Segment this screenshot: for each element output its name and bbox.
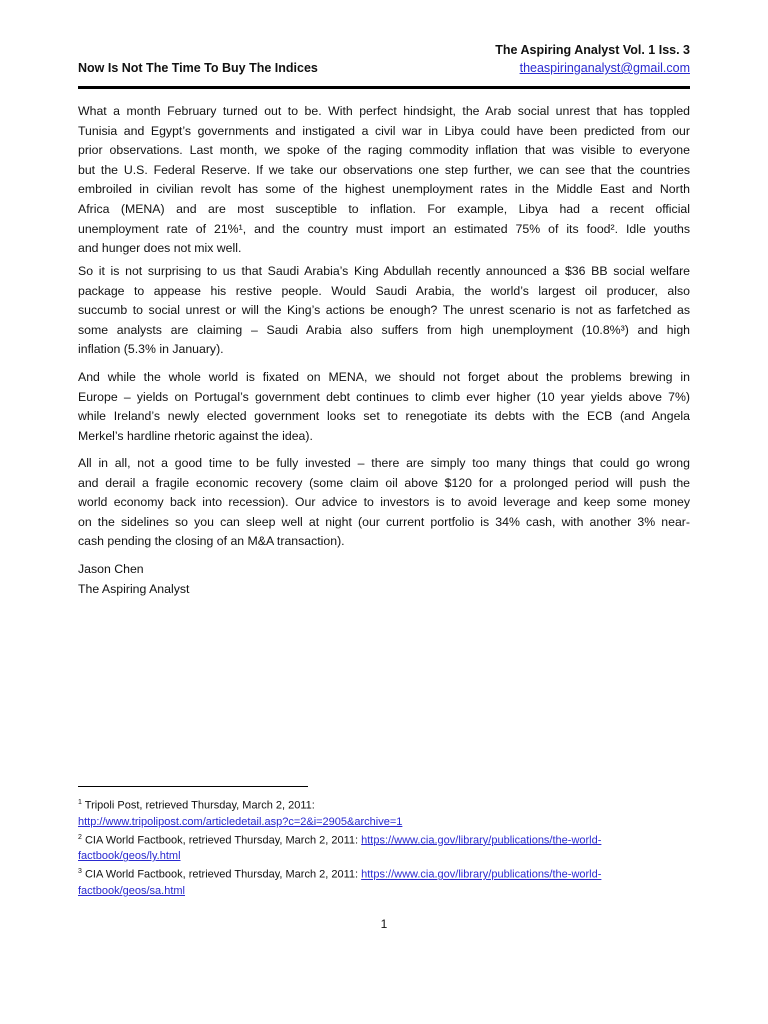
paragraph-line: prior observations. Last month, we spoke of the raging commodity inflation that was visible to everyone xyxy=(78,143,690,158)
author-name: Jason Chen xyxy=(78,562,144,576)
paragraph-line: Merkel’s hardline rhetoric against the idea). xyxy=(78,428,313,443)
email-link[interactable]: theaspiringanalyst@gmail.com xyxy=(519,61,690,75)
footnote-2 xyxy=(78,830,690,849)
paragraph-line: All in all, not a good time to be fully invested – there are simply too many things that could go wrong xyxy=(78,456,690,470)
author-org: The Aspiring Analyst xyxy=(78,582,190,596)
footnote-link[interactable]: http://www.tripolipost.com/articledetail.asp?c=2&i=2905&archive=1 xyxy=(78,815,403,828)
paragraph-line: Europe – yields on Portugal’s government debt continues to climb ever higher (10 year yields above 7%) xyxy=(78,389,690,404)
paragraph-line: package to appease his restive people. Would Saudi Arabia, the world’s largest oil producer, also xyxy=(78,283,690,298)
footnote-rule xyxy=(78,786,308,787)
footnote-link-cont[interactable]: factbook/geos/ly.html xyxy=(78,850,181,863)
footnote-text: CIA World Factbook, retrieved Thursday, March 2, 2011: xyxy=(84,868,362,881)
paragraph-line: Tunisia and Egypt’s governments and instigated a civil war in Libya could have been predicted from our xyxy=(78,123,690,138)
header-rule xyxy=(78,86,690,89)
footnotes xyxy=(78,795,690,899)
paragraph-line: embroiled in civilian revolt has some of the highest unemployment rates in the Middle East and North xyxy=(78,182,690,197)
paragraph-line: unemployment rate of 21%¹, and the country must import an estimated 75% of its food². Idle youths xyxy=(78,221,690,236)
paragraph xyxy=(78,102,690,259)
paragraph-line: So it is not surprising to us that Saudi Arabia’s King Abdullah recently announced a $36 BB social welfare xyxy=(78,264,690,278)
paragraph-line: but the U.S. Federal Reserve. If we take our observations one step further, we can see that the countries xyxy=(78,162,690,177)
paragraph-line: cash pending the closing of an M&A transaction). xyxy=(78,534,345,549)
footnote-number: 1 xyxy=(78,799,82,806)
paragraph-line: world economy back into recession). Our advice to investors is to avoid leverage and keep some money xyxy=(78,495,690,510)
footnote-text: Tripoli Post, retrieved Thursday, March 2, 2011: xyxy=(84,799,315,812)
paragraph xyxy=(78,368,690,446)
paragraph-line: and hunger does not mix well. xyxy=(78,241,242,256)
footnote-number: 2 xyxy=(78,833,82,841)
footnote-text: CIA World Factbook, retrieved Thursday, March 2, 2011: xyxy=(84,834,362,847)
footnote-link[interactable]: https://www.cia.gov/library/publications/the-world- xyxy=(361,868,602,881)
paragraph-line: some analysts are claiming – Saudi Arabia also suffers from high unemployment (10.8%³) and high xyxy=(78,322,690,337)
paragraph-line: What a month February turned out to be. With perfect hindsight, the Arab social unrest that has toppled xyxy=(78,104,690,118)
paragraph xyxy=(78,454,690,552)
footnote-3 xyxy=(78,864,690,883)
paragraph-line: inflation (5.3% in January). xyxy=(78,342,224,357)
paragraph-line: while Ireland’s newly elected government looks set to renegotiate its debts with the ECB (and Angela xyxy=(78,409,690,424)
footnote-link-cont[interactable]: factbook/geos/sa.html xyxy=(78,884,186,897)
paragraph-line: succumb to social unrest or will the King’s actions be enough? The unrest scenario is not as farfetched as xyxy=(78,303,690,318)
article-title: Now Is Not The Time To Buy The Indices xyxy=(78,61,318,75)
paragraph-line: on the sidelines so you can sleep well at night (our current portfolio is 34% cash, with another 3% near- xyxy=(78,514,690,529)
footnote-1 xyxy=(78,795,690,814)
paragraph-line: And while the whole world is fixated on MENA, we should not forget about the problems brewing in xyxy=(78,370,690,384)
page-number: 1 xyxy=(380,917,388,931)
paragraph-line: Africa (MENA) and are most susceptible to inflation. For example, Libya had a recent official xyxy=(78,201,690,216)
footnote-number: 3 xyxy=(78,868,82,876)
footnote-link[interactable]: https://www.cia.gov/library/publications/the-world- xyxy=(361,834,602,847)
publication-title: The Aspiring Analyst Vol. 1 Iss. 3 xyxy=(495,43,690,57)
paragraph xyxy=(78,262,690,360)
paragraph-line: and derail a fragile economic recovery (some claim oil above $120 for a prolonged period will push the xyxy=(78,475,690,490)
